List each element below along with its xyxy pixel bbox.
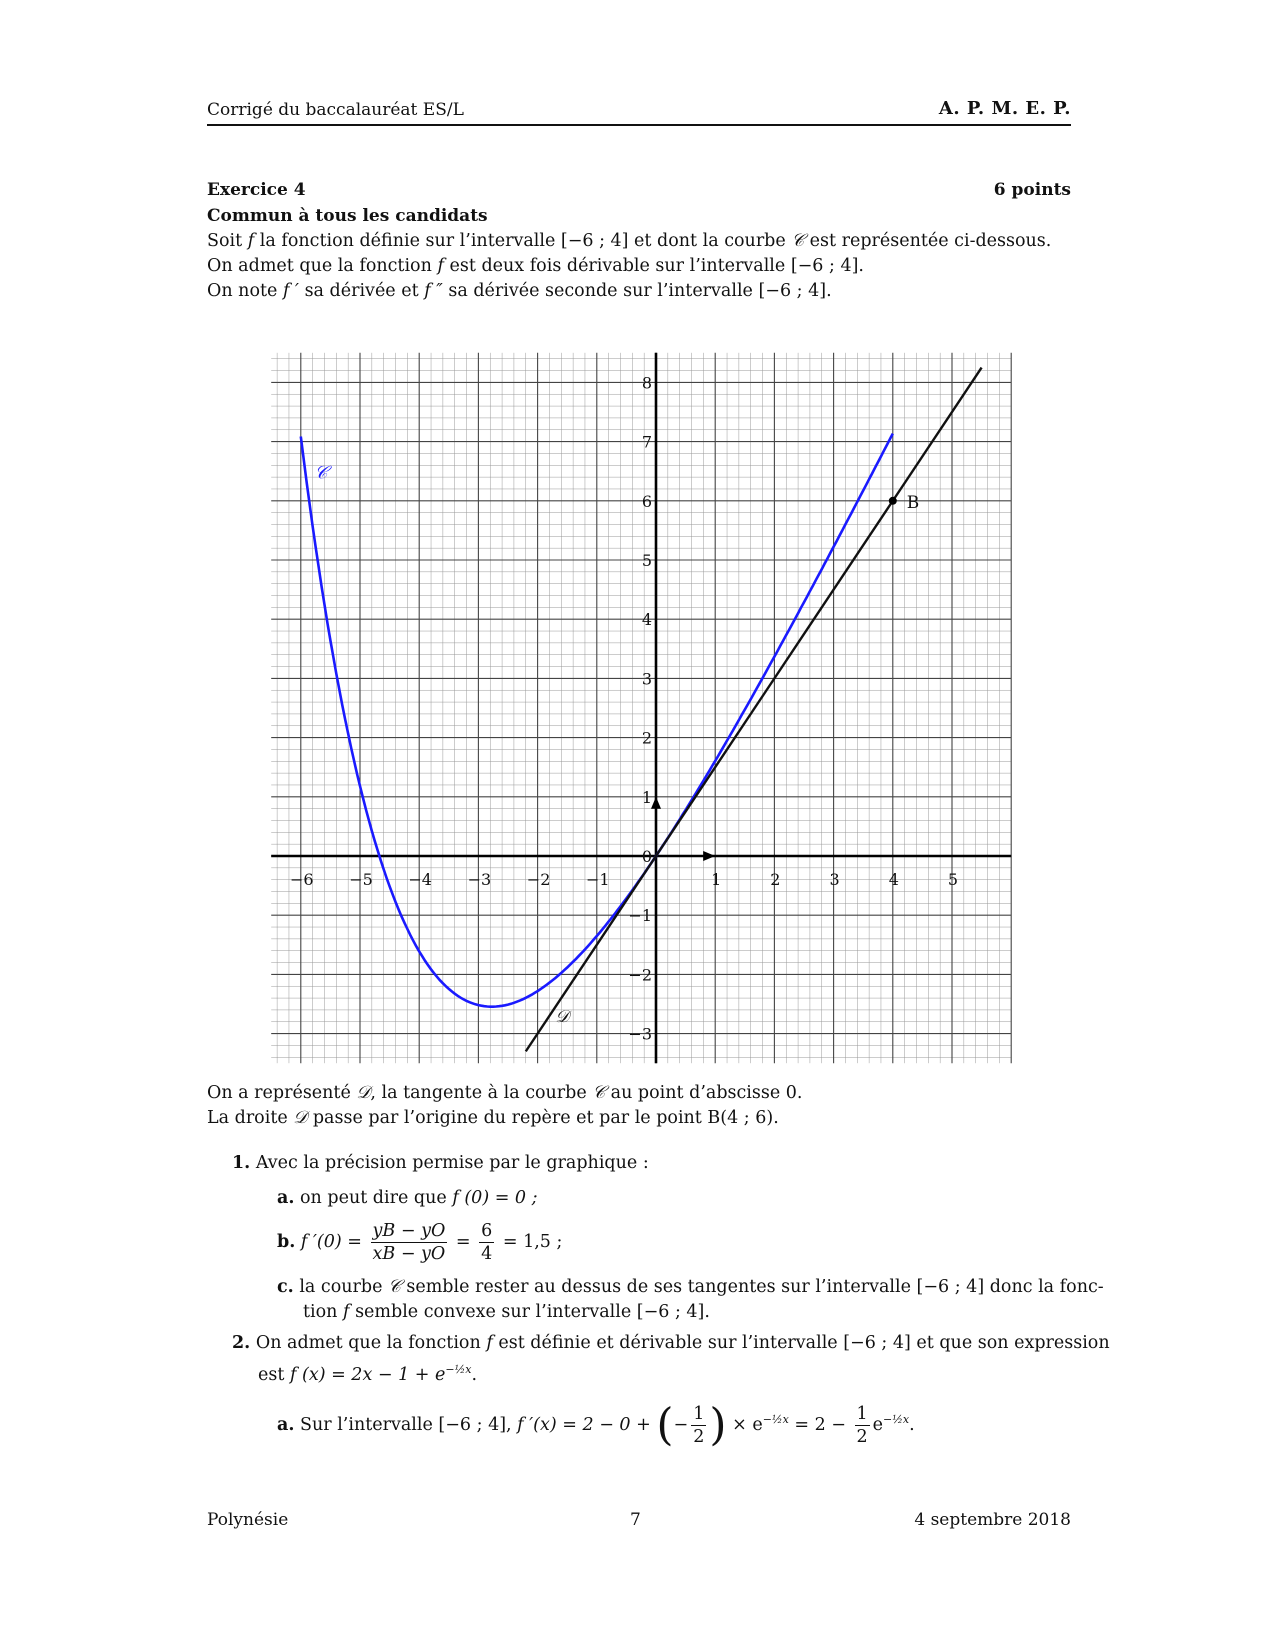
curve-C-label: 𝒞 — [314, 462, 328, 484]
x-tick-label: −4 — [408, 870, 432, 889]
page-number: 7 — [630, 1510, 641, 1530]
y-tick-label: 5 — [641, 551, 652, 570]
x-tick-label: 4 — [888, 870, 899, 889]
x-tick-label: 5 — [947, 870, 959, 889]
x-tick-label: −2 — [526, 870, 551, 889]
x-tick-label: −6 — [290, 870, 314, 889]
y-tick-label: 3 — [641, 669, 652, 689]
y-tick-label: 7 — [641, 432, 652, 452]
intro-line-2: On admet que la fonction f est deux fois dérivable sur l’intervalle [−6 ; 4]. — [207, 256, 864, 276]
chart-labels — [314, 462, 919, 1026]
y-tick-label: 0 — [641, 847, 652, 866]
series-group — [301, 368, 982, 1052]
point-B-marker — [889, 497, 897, 505]
after-line-2: La droite 𝒟 passe par l’origine du repère et par le point B(4 ; 6). — [207, 1108, 779, 1128]
after-line-1: On a représenté 𝒟, la tangente à la courbe 𝒞 au point d’abscisse 0. — [207, 1083, 803, 1103]
intro-line-1: Soit f la fonction définie sur l’intervalle [−6 ; 4] et dont la courbe 𝒞 est représentée ci-dessous. — [207, 231, 1052, 251]
arrow-head-i — [703, 851, 715, 861]
q1-a: a. on peut dire que f (0) = 0 ; — [277, 1188, 538, 1208]
x-tick-label: 2 — [770, 870, 781, 889]
x-tick-label: −1 — [586, 870, 610, 889]
y-tick-label: 8 — [641, 373, 652, 393]
x-tick-label: −3 — [467, 870, 492, 889]
header-title: Corrigé du baccalauréat ES/L — [207, 100, 464, 120]
exercise-subtitle: Commun à tous les candidats — [207, 206, 488, 226]
grid-minor — [271, 353, 1011, 1063]
x-tick-label: −5 — [349, 870, 373, 889]
y-tick-label: 6 — [641, 491, 652, 511]
q1-line: 1. Avec la précision permise par le graphique : — [232, 1153, 649, 1173]
q1-b: b. f ′(0) = $\frac{yB - yO}{xB - yO}$ = $\frac{6}{4}$ = 1,5 ; — [277, 1221, 563, 1264]
exercise-points: 6 points — [993, 180, 1071, 200]
grid-major — [271, 353, 1011, 1063]
q2-line-2: est f $(x) = 2x - 1 + e^{-\frac{1}{2}x}$. — [258, 1363, 478, 1385]
point-B-label: B — [906, 492, 920, 513]
tangent-line-D — [526, 368, 982, 1052]
y-tick-label: −2 — [628, 965, 652, 985]
q2-line-1: 2. On admet que la fonction f est définie et dérivable sur l’intervalle [−6 ; 4] et que son expression — [232, 1333, 1110, 1353]
exercise-title: Exercice 4 — [207, 180, 306, 200]
header-brand: A. P. M. E. P. — [938, 98, 1071, 119]
fraction-one-half-2: $\frac{1}{2}$ — [856, 1403, 868, 1447]
x-tick-label: 3 — [829, 870, 840, 889]
intro-line-3: On note f ′ sa dérivée et f ″ sa dérivée seconde sur l’intervalle [−6 ; 4]. — [207, 281, 832, 301]
tangent-D-label: 𝒟 — [555, 1006, 569, 1027]
fraction-slope: $\frac{yB - yO}{xB - yO}$ — [372, 1221, 446, 1264]
footer-date: 4 septembre 2018 — [914, 1510, 1071, 1530]
y-tick-label: −1 — [628, 906, 652, 926]
y-tick-label: 4 — [641, 610, 652, 630]
tick-labels — [290, 373, 958, 1043]
axes — [271, 353, 1011, 1063]
q2-a: a. Sur l’intervalle [−6 ; 4], f ′(x) = 2 − 0 + (− $\frac{1}{2}$ ) × $e^{-\frac{1}{2}x} = 2$ − $\frac{1}{2}$ $e^{-\frac{1}{2}x}$. — [277, 1399, 915, 1451]
fraction-one-half: $\frac{1}{2}$ — [693, 1403, 705, 1447]
q1-c-line2: tion f semble convexe sur l’intervalle [−6 ; 4]. — [303, 1302, 710, 1322]
q1-c-line1: c. la courbe 𝒞 semble rester au dessus de ses tangentes sur l’intervalle [−6 ; 4] donc la fonc- — [277, 1277, 1104, 1297]
y-tick-label: 2 — [641, 728, 652, 748]
y-tick-label: 1 — [641, 787, 652, 807]
arrow-head-j — [651, 797, 661, 809]
fraction-six-fourths: $\frac{6}{4}$ — [481, 1221, 493, 1264]
x-tick-label: 1 — [711, 870, 722, 889]
footer-left: Polynésie — [207, 1510, 289, 1530]
y-tick-label: −3 — [628, 1024, 652, 1044]
